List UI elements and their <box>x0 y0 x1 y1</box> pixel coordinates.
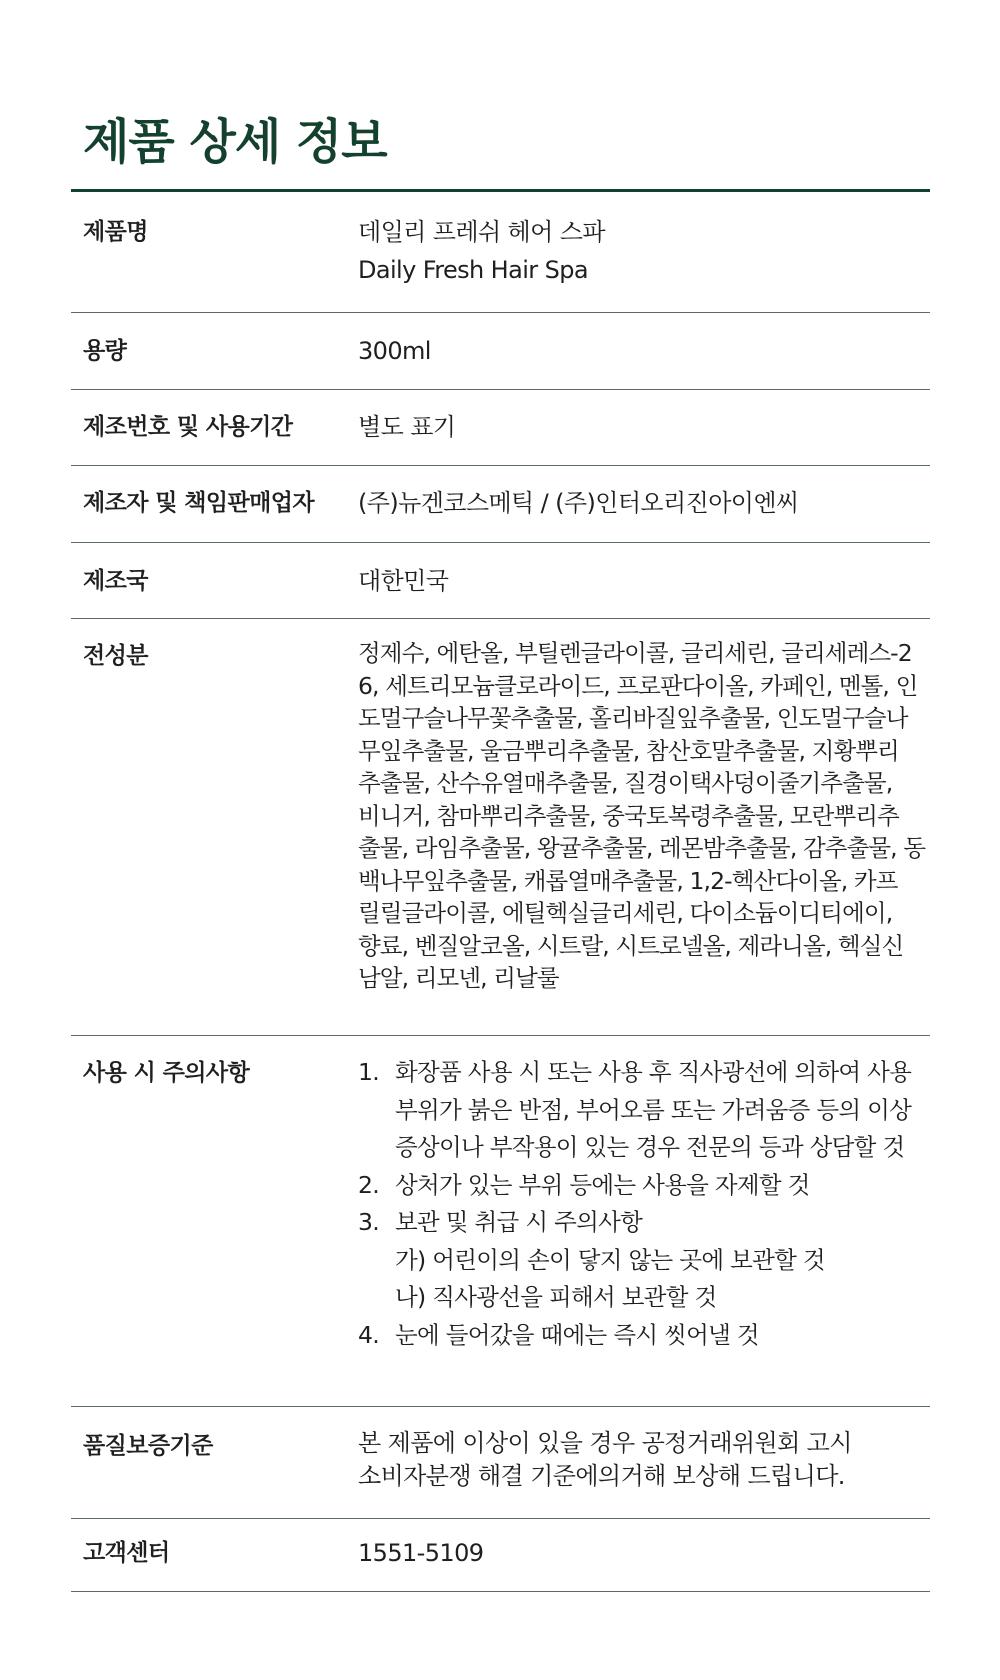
row-value: 별도 표기 <box>358 413 456 441</box>
caution-line: 눈에 들어갔을 때에는 즉시 씻어낼 것 <box>395 1320 759 1349</box>
ingredients-line: 남알, 리모넨, 리날룰 <box>358 964 559 992</box>
ingredients-line: 무잎추출물, 울금뿌리추출물, 참산호말추출물, 지황뿌리 <box>358 736 899 765</box>
list-item-text <box>395 1054 924 1167</box>
caution-line: 보관 및 취급 시 주의사항 <box>395 1208 643 1236</box>
caution-line: 증상이나 부작용이 있는 경우 전문의 등과 상담할 것 <box>395 1133 905 1161</box>
row-label: 고객센터 <box>83 1540 170 1566</box>
ingredients-line: 추출물, 산수유열매추출물, 질경이택사덩이줄기추출물, <box>358 769 893 797</box>
list-item-number: 2. <box>358 1170 380 1199</box>
ingredients-line: 출물, 라임추출물, 왕귤추출물, 레몬밤추출물, 감추출물, 동 <box>358 834 926 862</box>
caution-line: 부위가 붉은 반점, 부어오름 또는 가려움증 등의 이상 <box>395 1095 912 1124</box>
ingredients-line: 백나무잎추출물, 캐롭열매추출물, 1,2-헥산다이올, 카프 <box>358 866 898 895</box>
row-value: 대한민국 <box>358 567 449 595</box>
row-manufacturer <box>71 466 930 543</box>
row-product-name <box>71 192 930 313</box>
ingredients-text <box>358 637 931 1035</box>
list-item <box>358 1054 924 1167</box>
row-label: 용량 <box>83 338 127 364</box>
row-lot-expiry <box>71 390 930 466</box>
list-item <box>358 1167 924 1205</box>
row-label: 제조국 <box>83 568 148 594</box>
list-item-number: 4. <box>358 1320 380 1349</box>
quality-line: 본 제품에 이상이 있을 경우 공정거래위원회 고시 <box>358 1429 852 1457</box>
row-label: 사용 시 주의사항 <box>83 1060 250 1086</box>
ingredients-line: 릴릴글라이콜, 에틸헥실글리세린, 다이소듐이디티에이, <box>358 899 893 927</box>
ingredients-line: 향료, 벤질알코올, 시트랄, 시트로넬올, 제라니올, 헥실신 <box>358 931 904 960</box>
row-value: (주)뉴겐코스메틱 / (주)인터오리진아이엔씨 <box>358 489 799 517</box>
row-label: 품질보증기준 <box>83 1433 213 1459</box>
row-label: 제조자 및 책임판매업자 <box>83 490 314 516</box>
ingredients-line: 도멀구슬나무꽃추출물, 홀리바질잎추출물, 인도멀구슬나 <box>358 704 908 732</box>
row-value: 300ml <box>358 337 431 365</box>
row-country <box>71 543 930 619</box>
product-name-en: Daily Fresh Hair Spa <box>358 256 588 284</box>
row-label: 전성분 <box>83 643 148 669</box>
row-ingredients <box>71 619 930 1036</box>
row-caution <box>71 1036 930 1407</box>
ingredients-line: 6, 세트리모늄클로라이드, 프로판다이올, 카페인, 멘톨, 인 <box>358 671 918 700</box>
caution-list <box>358 1054 924 1354</box>
page-title: 제품 상세 정보 <box>83 114 387 170</box>
row-value <box>358 1427 930 1518</box>
row-customer-center <box>71 1519 930 1592</box>
list-item <box>358 1317 924 1355</box>
list-item-text <box>395 1317 924 1355</box>
list-item-text <box>395 1167 924 1205</box>
list-item <box>358 1204 924 1317</box>
list-item-number: 1. <box>358 1058 380 1086</box>
product-info-table <box>71 189 930 1592</box>
row-value <box>358 213 930 312</box>
quality-line: 소비자분쟁 해결 기준에의거해 보상해 드립니다. <box>358 1462 845 1490</box>
ingredients-line: 비니거, 참마뿌리추출물, 중국토복령추출물, 모란뿌리추 <box>358 801 899 830</box>
row-value <box>358 1054 930 1406</box>
caution-line: 가) 어린이의 손이 닿지 않는 곳에 보관할 것 <box>395 1245 825 1274</box>
customer-center-phone: 1551-5109 <box>358 1539 484 1567</box>
list-item-text <box>395 1204 924 1317</box>
caution-line: 상처가 있는 부위 등에는 사용을 자제할 것 <box>395 1170 810 1199</box>
caution-line: 화장품 사용 시 또는 사용 후 직사광선에 의하여 사용 <box>395 1058 912 1086</box>
row-quality-standard <box>71 1407 930 1519</box>
list-item-number: 3. <box>358 1208 380 1236</box>
row-volume <box>71 313 930 390</box>
caution-line: 나) 직사광선을 피해서 보관할 것 <box>395 1283 717 1311</box>
ingredients-line: 정제수, 에탄올, 부틸렌글라이콜, 글리세린, 글리세레스-2 <box>358 639 912 667</box>
row-label: 제품명 <box>83 219 148 245</box>
product-name-ko: 데일리 프레쉬 헤어 스파 <box>358 218 605 246</box>
row-label: 제조번호 및 사용기간 <box>83 414 293 440</box>
